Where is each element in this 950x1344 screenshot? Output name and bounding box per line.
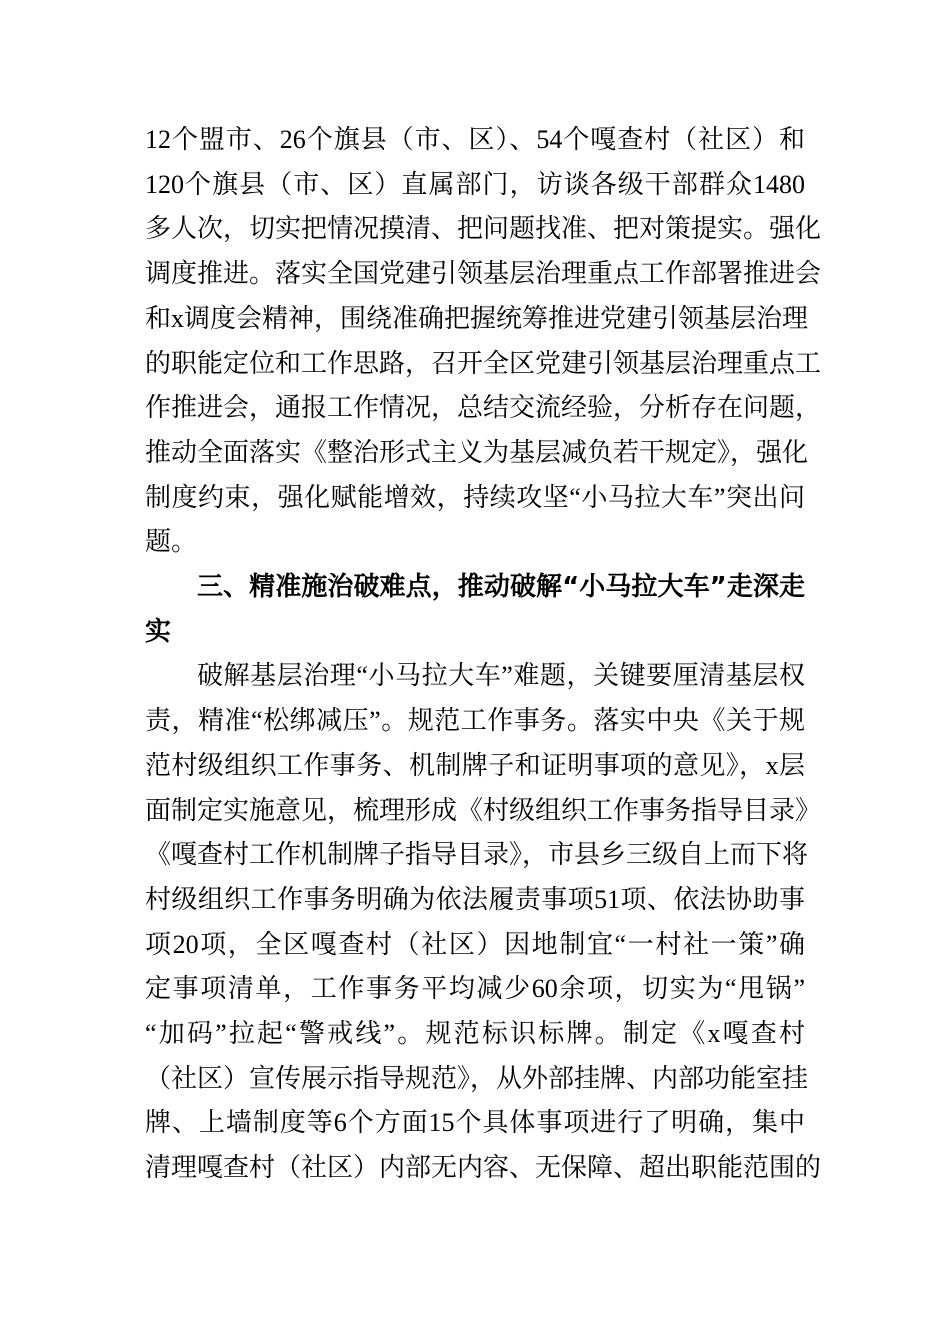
heading-line: 三、精准施治破难点，推动破解“小马拉大车”走深走 <box>197 572 805 602</box>
text-line: 12个盟市、26个旗县（市、区）、54个嘎查村（社区）和 <box>145 125 805 154</box>
text-line: （社区）宣传展示指导规范》，从外部挂牌、内部功能室挂 <box>145 1063 809 1093</box>
text-line: 《嘎查村工作机制牌子指导目录》，市县乡三级自上而下将 <box>145 840 809 870</box>
text-line: 题。 <box>145 527 198 557</box>
text-line: “加码”拉起“警戒线”。规范标识标牌。制定《x嘎查村 <box>145 1019 805 1048</box>
text-line: 作推进会，通报工作情况，总结交流经验，分析存在问题， <box>145 393 822 423</box>
text-line: 制度约束，强化赋能增效，持续攻坚“小马拉大车”突出问 <box>145 482 805 512</box>
text-line: 范村级组织工作事务、机制牌子和证明事项的意见》，x层 <box>145 750 805 780</box>
text-line: 项20项，全区嘎查村（社区）因地制宜“一村社一策”确 <box>145 929 805 959</box>
text-line: 破解基层治理“小马拉大车”难题，关键要厘清基层权 <box>197 661 805 691</box>
text-line: 的职能定位和工作思路，召开全区党建引领基层治理重点工 <box>145 348 822 378</box>
text-line: 调度推进。落实全国党建引领基层治理重点工作部署推进会 <box>145 259 822 289</box>
text-line: 责，精准“松绑减压”。规范工作事务。落实中央《关于规 <box>145 706 805 736</box>
text-line: 牌、上墙制度等6个方面15个具体事项进行了明确，集中 <box>145 1108 805 1138</box>
text-line: 村级组织工作事务明确为依法履责事项51项、依法协助事 <box>145 884 805 914</box>
text-line: 多人次，切实把情况摸清、把问题找准、把对策提实。强化 <box>145 214 822 244</box>
heading-line: 实 <box>145 616 172 647</box>
text-line: 定事项清单，工作事务平均减少60余项，切实为“甩锅” <box>145 974 805 1004</box>
text-line: 面制定实施意见，梳理形成《村级组织工作事务指导目录》 <box>145 795 822 825</box>
text-line: 推动全面落实《整治形式主义为基层减负若干规定》，强化 <box>145 437 809 467</box>
text-line: 120个旗县（市、区）直属部门，访谈各级干部群众1480 <box>145 169 805 199</box>
text-line: 清理嘎查村（社区）内部无内容、无保障、超出职能范围的 <box>145 1153 822 1183</box>
text-line: 和x调度会精神，围绕准确把握统筹推进党建引领基层治理 <box>145 303 809 333</box>
